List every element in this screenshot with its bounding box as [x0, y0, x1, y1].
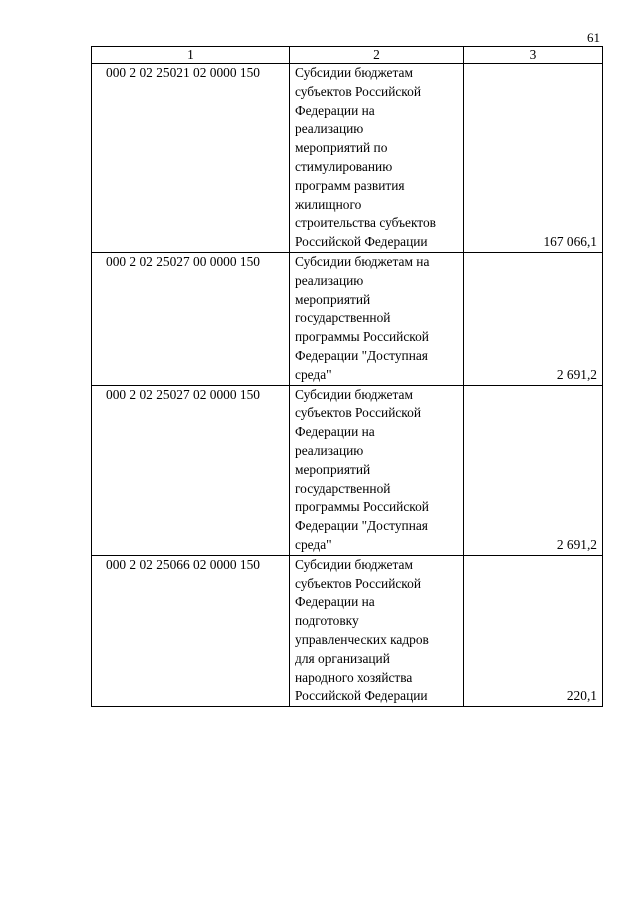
column-header-3: 3	[464, 47, 603, 64]
subsidy-name-line: реализацию	[295, 272, 364, 288]
subsidy-name-line: строительства субъектов	[295, 215, 436, 231]
budget-code-cell: 000 2 02 25066 02 0000 150	[92, 555, 290, 706]
subsidy-name-cell	[290, 64, 464, 253]
subsidy-name-line: программы Российской	[295, 329, 429, 345]
budget-code-cell: 000 2 02 25027 02 0000 150	[92, 385, 290, 555]
subsidy-name-line: программ развития	[295, 177, 405, 193]
header-row	[92, 47, 603, 64]
subsidy-name-line: мероприятий	[295, 461, 371, 477]
subsidy-name-line: Федерации на	[295, 594, 375, 610]
amount-cell: 167 066,1	[464, 64, 603, 253]
subsidy-name-line: субъектов Российской	[295, 405, 421, 421]
subsidy-name-line: народного хозяйства	[295, 669, 413, 685]
table-row	[92, 252, 603, 385]
subsidy-name-line: мероприятий по	[295, 140, 388, 156]
table-row	[92, 555, 603, 706]
subsidy-name-line: подготовку	[295, 613, 359, 629]
subsidy-name-line: государственной	[295, 310, 391, 326]
subsidy-name-line: субъектов Российской	[295, 575, 421, 591]
subsidy-name-line: субъектов Российской	[295, 83, 421, 99]
subsidy-name-line: реализацию	[295, 121, 364, 137]
budget-code-cell: 000 2 02 25027 00 0000 150	[92, 252, 290, 385]
table-row	[92, 385, 603, 555]
subsidy-name-line: Российской Федерации	[295, 234, 428, 250]
budget-table	[91, 46, 603, 707]
subsidy-name-line: государственной	[295, 480, 391, 496]
budget-code-cell: 000 2 02 25021 02 0000 150	[92, 64, 290, 253]
table-body	[92, 64, 603, 707]
subsidy-name-line: жилищного	[295, 196, 362, 212]
subsidy-name-line: управленческих кадров	[295, 631, 429, 647]
subsidy-name-line: Федерации "Доступная	[295, 347, 428, 363]
subsidy-name-line: Федерации "Доступная	[295, 518, 428, 534]
amount-cell: 2 691,2	[464, 385, 603, 555]
subsidy-name-line: среда"	[295, 536, 332, 552]
subsidy-name-cell	[290, 385, 464, 555]
subsidy-name-cell	[290, 252, 464, 385]
column-header-2: 2	[290, 47, 464, 64]
table-row	[92, 64, 603, 253]
subsidy-name-line: Федерации на	[295, 424, 375, 440]
subsidy-name-line: Субсидии бюджетам на	[295, 253, 430, 269]
subsidy-name-line: мероприятий	[295, 291, 371, 307]
column-header-1: 1	[92, 47, 290, 64]
page-number: 61	[587, 30, 600, 45]
subsidy-name-line: реализацию	[295, 442, 364, 458]
amount-cell: 2 691,2	[464, 252, 603, 385]
subsidy-name-line: Российской Федерации	[295, 688, 428, 704]
subsidy-name-line: Субсидии бюджетам	[295, 556, 413, 572]
subsidy-name-line: для организаций	[295, 650, 390, 666]
subsidy-name-line: Субсидии бюджетам	[295, 386, 413, 402]
subsidy-name-line: стимулированию	[295, 158, 393, 174]
subsidy-name-line: среда"	[295, 366, 332, 382]
subsidy-name-line: Федерации на	[295, 102, 375, 118]
subsidy-name-line: программы Российской	[295, 499, 429, 515]
subsidy-name-cell	[290, 555, 464, 706]
table-header	[92, 47, 603, 64]
amount-cell: 220,1	[464, 555, 603, 706]
subsidy-name-line: Субсидии бюджетам	[295, 65, 413, 80]
